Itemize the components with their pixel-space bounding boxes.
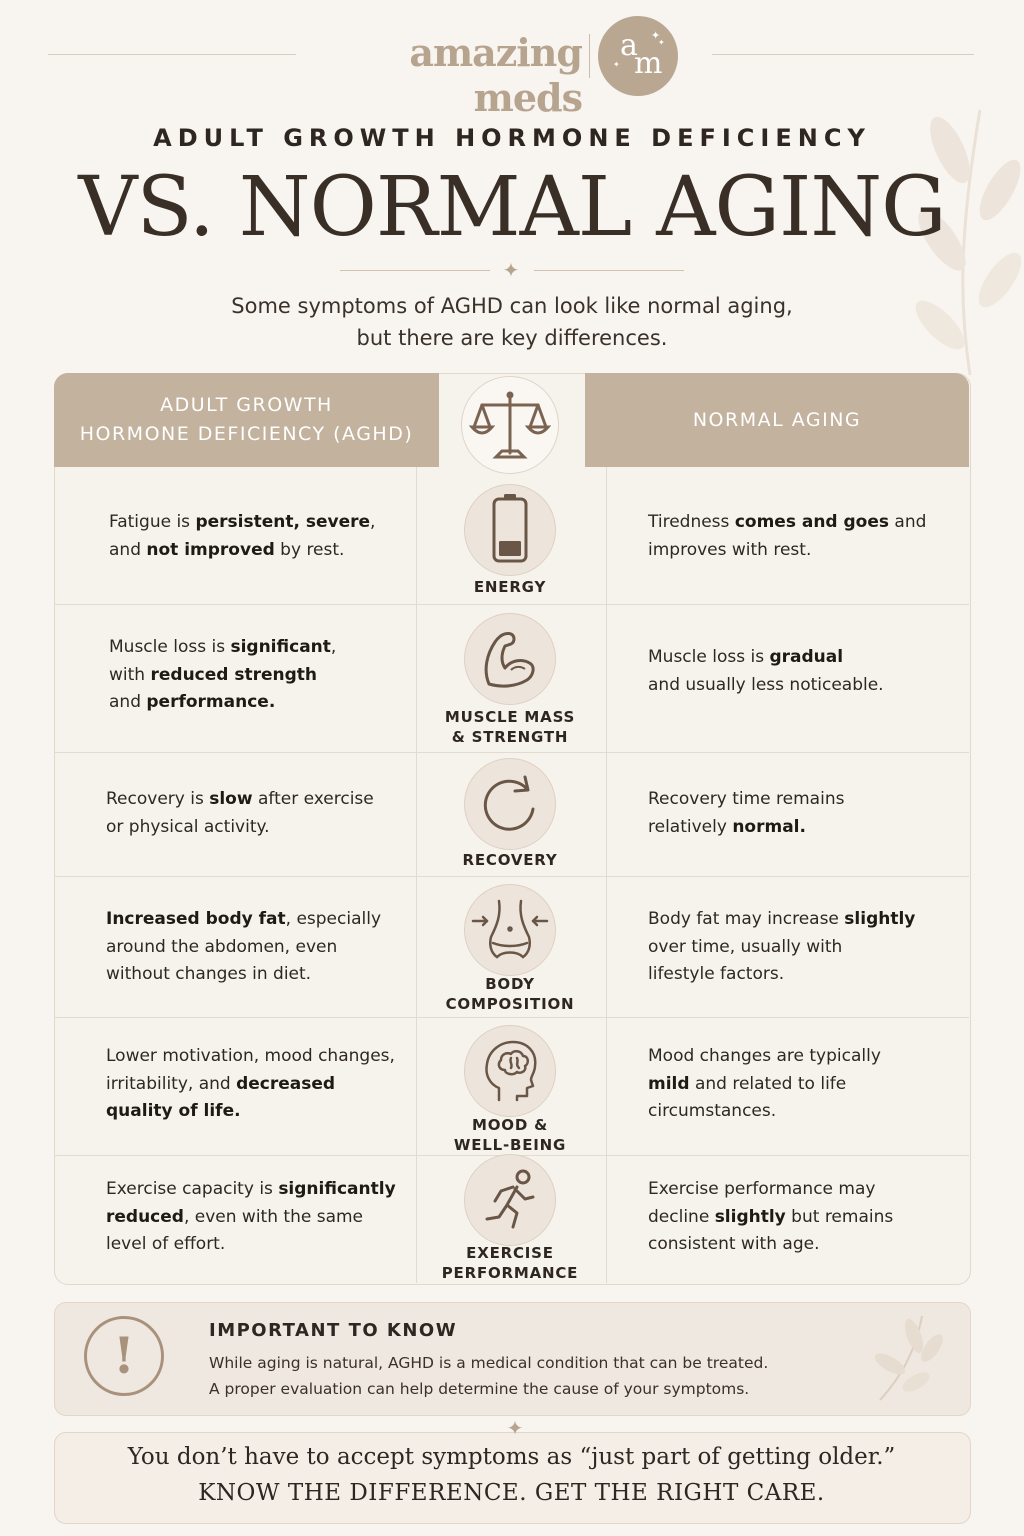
note-title: IMPORTANT TO KNOW xyxy=(209,1320,458,1341)
aghd-cell-exercise: Exercise capacity is significantly reduced, even with the same level of effort. xyxy=(106,1179,396,1254)
sparkle-icon: ✦ xyxy=(506,1416,524,1440)
leaf-sprig-decoration xyxy=(860,1308,950,1408)
brand-name: amazing meds xyxy=(409,30,582,120)
balance-scale-icon xyxy=(461,376,559,474)
page-kicker: ADULT GROWTH HORMONE DEFICIENCY xyxy=(153,124,871,152)
row-label-muscle: MUSCLE MASS & STRENGTH xyxy=(444,708,576,746)
column-header-aghd: ADULT GROWTH HORMONE DEFICIENCY (AGHD) xyxy=(54,373,439,467)
flexed-arm-icon xyxy=(464,613,556,705)
brand-divider xyxy=(589,34,590,78)
aghd-cell-mood: Lower motivation, mood changes, irritability, and decreased quality of life. xyxy=(106,1046,395,1121)
row-divider xyxy=(54,752,969,753)
row-divider xyxy=(54,1017,969,1018)
aghd-cell-energy: Fatigue is persistent, severe, and not improved by rest. xyxy=(109,512,376,560)
page-title: VS. NORMAL AGING xyxy=(78,160,946,255)
aging-cell-body-composition: Body fat may increase slightly over time, usually with lifestyle factors. xyxy=(648,909,916,984)
brand-monogram-logo: a m ✦ ✦ ✦ xyxy=(598,16,678,96)
battery-icon xyxy=(464,484,556,576)
row-divider xyxy=(54,876,969,877)
aging-cell-exercise: Exercise performance may decline slightly but remains consistent with age. xyxy=(648,1179,894,1254)
cta-line-1: You don’t have to accept symptoms as “just part of getting older.” xyxy=(127,1444,896,1470)
ornament-rule-right xyxy=(534,270,684,271)
aging-cell-muscle: Muscle loss is gradual and usually less noticeable. xyxy=(648,647,884,695)
row-divider xyxy=(54,604,969,605)
aging-cell-recovery: Recovery time remains relatively normal. xyxy=(648,789,845,837)
ornament-rule-left xyxy=(340,270,490,271)
head-brain-icon xyxy=(464,1025,556,1117)
header-rule-left xyxy=(48,54,296,55)
row-label-recovery: RECOVERY xyxy=(462,851,558,869)
aging-cell-mood: Mood changes are typically mild and related to life circumstances. xyxy=(648,1046,881,1121)
row-label-body-composition: BODY COMPOSITION xyxy=(445,975,575,1013)
exclamation-icon: ! xyxy=(84,1316,164,1396)
aghd-cell-muscle: Muscle loss is significant, with reduced strength and performance. xyxy=(109,637,337,712)
aghd-cell-recovery: Recovery is slow after exercise or physical activity. xyxy=(106,789,374,837)
note-text: While aging is natural, AGHD is a medical condition that can be treated. A proper evaluation can help determine the cause of your symptoms. xyxy=(209,1354,769,1398)
column-header-normal-aging: NORMAL AGING xyxy=(585,373,969,467)
row-label-mood: MOOD & WELL-BEING xyxy=(453,1116,567,1154)
column-divider-left xyxy=(416,467,417,1283)
aghd-cell-body-composition: Increased body fat, especially around the abdomen, even without changes in diet. xyxy=(106,909,382,984)
header-rule-right xyxy=(712,54,974,55)
aging-cell-energy: Tiredness comes and goes and improves with rest. xyxy=(648,512,927,560)
runner-icon xyxy=(464,1154,556,1246)
page-subtitle: Some symptoms of AGHD can look like normal aging, but there are key differences. xyxy=(231,294,793,350)
row-label-exercise: EXERCISE PERFORMANCE xyxy=(441,1244,579,1282)
refresh-icon xyxy=(464,758,556,850)
waist-icon xyxy=(464,884,556,976)
row-label-energy: ENERGY xyxy=(473,578,547,596)
column-divider-right xyxy=(606,467,607,1283)
cta-line-2: KNOW THE DIFFERENCE. GET THE RIGHT CARE. xyxy=(198,1480,825,1506)
sparkle-icon: ✦ xyxy=(502,258,520,282)
